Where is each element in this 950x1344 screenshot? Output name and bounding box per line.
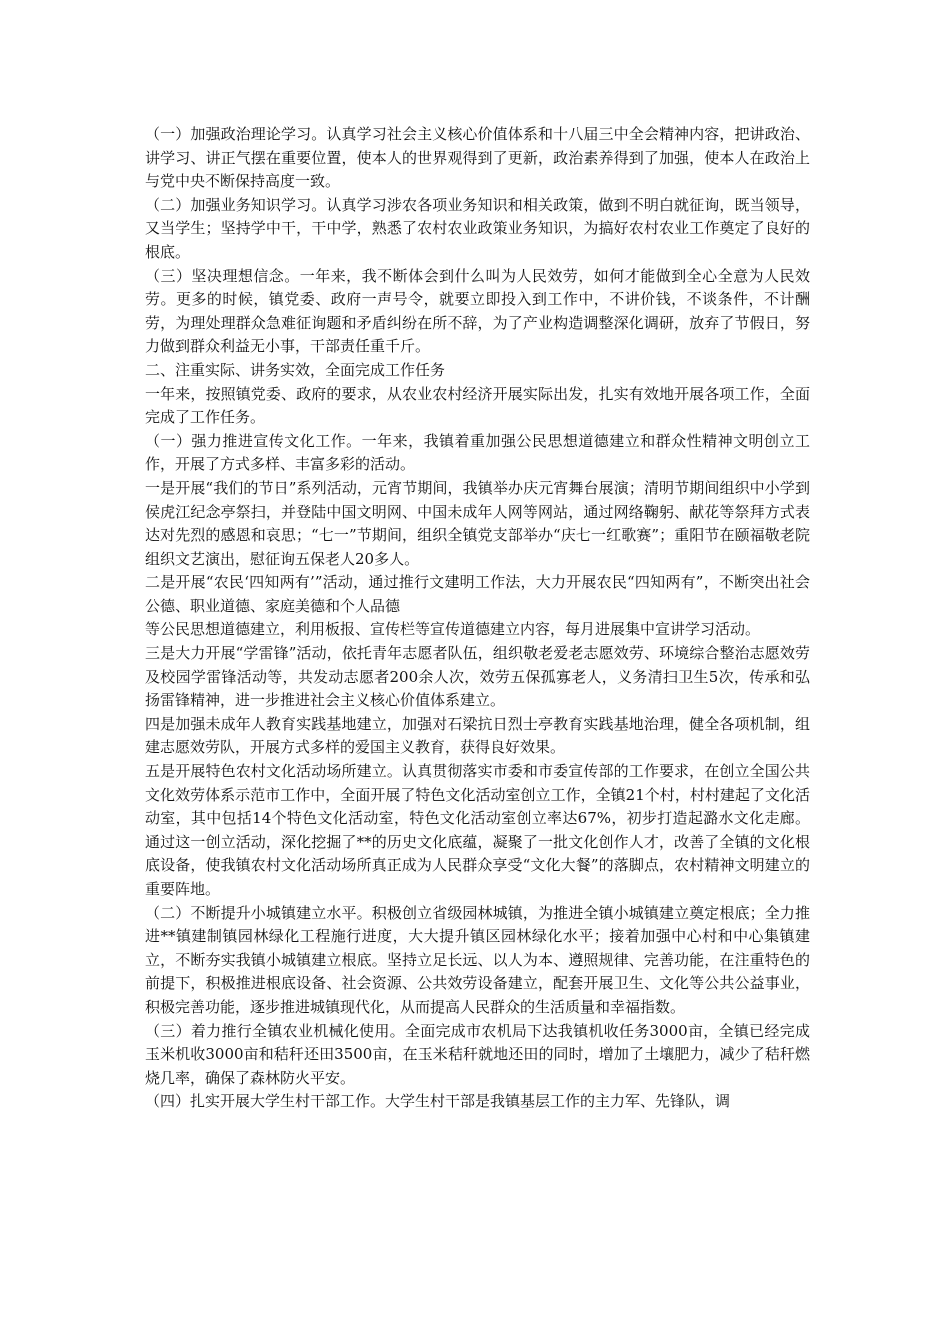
paragraph-1: （一）加强政治理论学习。认真学习社会主义核心价值体系和十八届三中全会精神内容，把讲政治、讲学习、讲正气摆在重要位置，使本人的世界观得到了更新，政治素养得到了加强，使本人在政治上与党中央不断保持高度一致。 [145,125,810,191]
paragraph-13: （二）不断提升小城镇建立水平。积极创立省级园林城镇，为推进全镇小城镇建立奠定根底；全力推进**镇建制镇园林绿化工程施行进度，大大提升镇区园林绿化水平；接着加强中心村和中心集镇建立，不断夯实我镇小城镇建立根底。坚持立足长远、以人为本、遵照规律、完善功能，在注重特色的前提下，积极推进根底设备、社会资源、公共效劳设备建立，配套开展卫生、文化等公共公益事业，积极完善功能，逐步推进城镇现代化，从而提高人民群众的生活质量和幸福指数。 [145,903,810,1016]
paragraph-3: （三）坚决理想信念。一年来，我不断体会到什么叫为人民效劳，如何才能做到全心全意为人民效劳。更多的时候，镇党委、政府一声号令，就要立即投入到工作中，不讲价钱，不谈条件，不计酬劳，为理处理群众急难征询题和矛盾纠纷在所不辞，为了产业构造调整深化调研，放弃了节假日，努力做到群众利益无小事，干部责任重千斤。 [145,266,810,356]
paragraph-2: （二）加强业务知识学习。认真学习涉农各项业务知识和相关政策，做到不明白就征询，既当领导，又当学生；坚持学中干，干中学，熟悉了农村农业政策业务知识，为搞好农村农业工作奠定了良好的根底。 [145,195,810,261]
document-body [145,123,810,1114]
paragraph-15: （四）扎实开展大学生村干部工作。大学生村干部是我镇基层工作的主力军、先锋队，调 [145,1092,731,1111]
paragraph-9: 等公民思想道德建立，利用板报、宣传栏等宣传道德建立内容，每月进展集中宣讲学习活动。 [145,620,761,639]
paragraph-10: 三是大力开展“学雷锋”活动，依托青年志愿者队伍，组织敬老爱老志愿效劳、环境综合整治志愿效劳及校园学雷锋活动等，共发动志愿者200余人次，效劳五保孤寡老人，义务清扫卫生5次，传承和弘扬雷锋精神，进一步推进社会主义核心价值体系建立。 [145,644,810,710]
section-heading: 二、注重实际、讲务实效，全面完成工作任务 [145,360,446,379]
paragraph-8: 二是开展“农民‘四知两有’”活动，通过推行文建明工作法，大力开展农民“四知两有”，不断突出社会公德、职业道德、家庭美德和个人品德 [145,573,810,615]
paragraph-6: （一）强力推进宣传文化工作。一年来，我镇着重加强公民思想道德建立和群众性精神文明创立工作，开展了方式多样、丰富多彩的活动。 [145,431,810,474]
paragraph-11: 四是加强未成年人教育实践基地建立，加强对石梁抗日烈士亭教育实践基地治理，健全各项机制，组建志愿效劳队，开展方式多样的爱国主义教育，获得良好效果。 [145,714,810,757]
paragraph-14: （三）着力推行全镇农业机械化使用。全面完成市农机局下达我镇机收任务3000亩，全镇已经完成玉米机收3000亩和秸秆还田3500亩，在玉米秸秆就地还田的同时，增加了土壤肥力，减少了秸秆燃烧几率，确保了森林防火平安。 [145,1021,810,1087]
paragraph-12: 五是开展特色农村文化活动场所建立。认真贯彻落实市委和市委宣传部的工作要求，在创立全国公共文化效劳体系示范市工作中，全面开展了特色文化活动室创立工作，全镇21个村，村村建起了文化活动室，其中包括14个特色文化活动室，特色文化活动室创立率达67%，初步打造起潞水文化走廊。通过这一创立活动，深化挖掘了**的历史文化底蕴，凝聚了一批文化创作人才，改善了全镇的文化根底设备，使我镇农村文化活动场所真正成为人民群众享受“文化大餐”的落脚点，农村精神文明建立的重要阵地。 [145,762,810,898]
paragraph-7: 一是开展“我们的节日”系列活动，元宵节期间，我镇举办庆元宵舞台展演；清明节期间组织中小学到侯虎江纪念亭祭扫，并登陆中国文明网、中国未成年人网等网站，通过网络鞠躬、献花等祭拜方式表达对先烈的感恩和哀思；“七一”节期间，组织全镇党支部举办“庆七一红歌赛”；重阳节在颐福敬老院组织文艺演出，慰征询五保老人20多人。 [145,478,810,568]
paragraph-5: 一年来，按照镇党委、政府的要求，从农业农村经济开展实际出发，扎实有效地开展各项工作，全面完成了工作任务。 [145,384,810,427]
